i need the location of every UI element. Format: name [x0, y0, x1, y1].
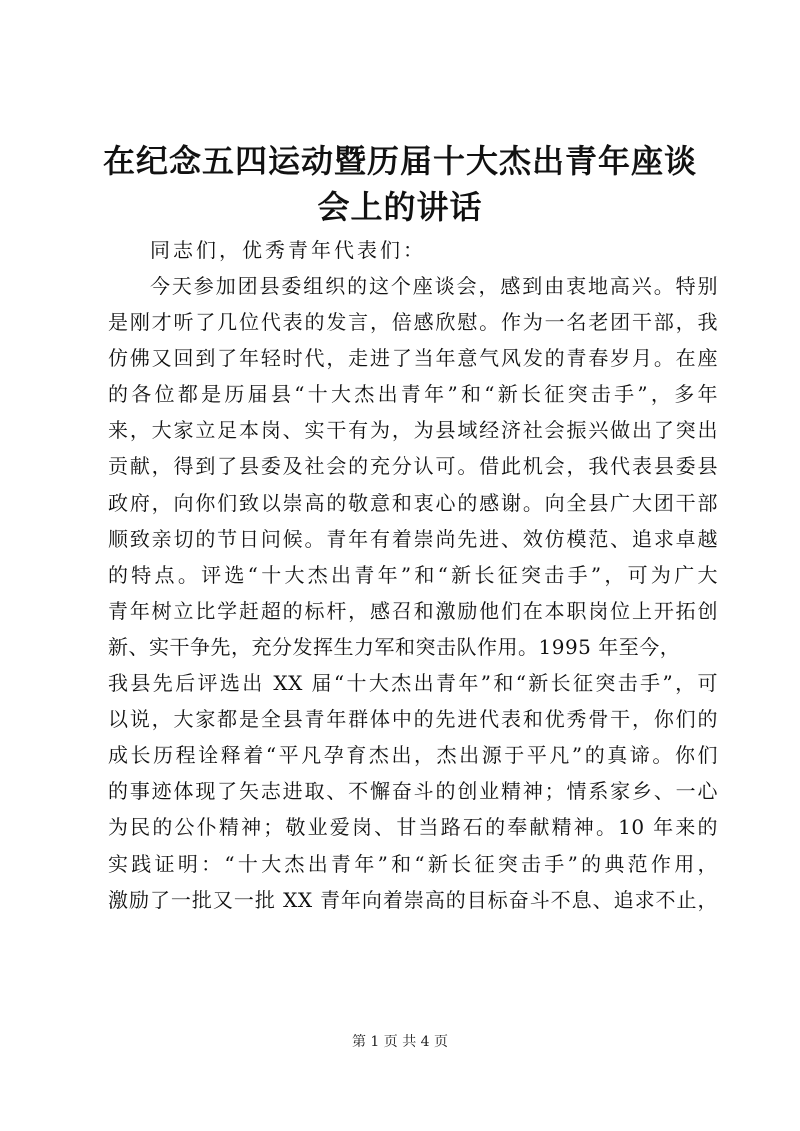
body-text [108, 268, 718, 918]
text-line: 仿佛又回到了年轻时代，走进了当年意气风发的青春岁月。在座 [108, 346, 718, 371]
text-line: 是刚才听了几位代表的发言，倍感欣慰。作为一名老团干部，我 [108, 310, 718, 335]
document-title: 在纪念五四运动暨历届十大杰出青年座谈会上的讲话 [102, 142, 697, 226]
text-line: 政府，向你们致以崇高的敬意和衷心的感谢。向全县广大团干部 [108, 490, 718, 515]
text-line: 顺致亲切的节日问候。青年有着崇尚先进、效仿模范、追求卓越 [108, 526, 718, 551]
text-line: 贡献，得到了县委及社会的充分认可。借此机会，我代表县委县 [108, 454, 718, 479]
text-line: 为民的公仆精神；敬业爱岗、甘当路石的奉献精神。10 年来的 [108, 815, 718, 840]
text-line: 来，大家立足本岗、实干有为，为县域经济社会振兴做出了突出 [108, 418, 718, 443]
text-line: 成长历程诠释着“平凡孕育杰出，杰出源于平凡”的真谛。你们 [108, 743, 718, 768]
text-line: 新、实干争先，充分发挥生力军和突击队作用。1995 年至今， [108, 634, 681, 659]
text-line: 实践证明：“十大杰出青年”和“新长征突击手”的典范作用， [108, 851, 718, 876]
text-line: 的特点。评选“十大杰出青年”和“新长征突击手”，可为广大 [108, 562, 718, 587]
text-line: 以说，大家都是全县青年群体中的先进代表和优秀骨干，你们的 [108, 707, 718, 732]
text-line: 今天参加团县委组织的这个座谈会，感到由衷地高兴。特别 [150, 274, 718, 298]
salutation: 同志们，优秀青年代表们： [150, 238, 426, 262]
text-line: 的事迹体现了矢志进取、不懈奋斗的创业精神；情系家乡、一心 [108, 779, 718, 804]
text-line: 青年树立比学赶超的标杆，感召和激励他们在本职岗位上开拓创 [108, 598, 718, 623]
text-line: 我县先后评选出 XX 届“十大杰出青年”和“新长征突击手”，可 [108, 671, 718, 696]
page-number-footer: 第 1 页 共 4 页 [351, 1034, 449, 1050]
text-line: 的各位都是历届县“十大杰出青年”和“新长征突击手”，多年 [108, 382, 718, 407]
text-line: 激励了一批又一批 XX 青年向着崇高的目标奋斗不息、追求不止， [108, 887, 718, 912]
